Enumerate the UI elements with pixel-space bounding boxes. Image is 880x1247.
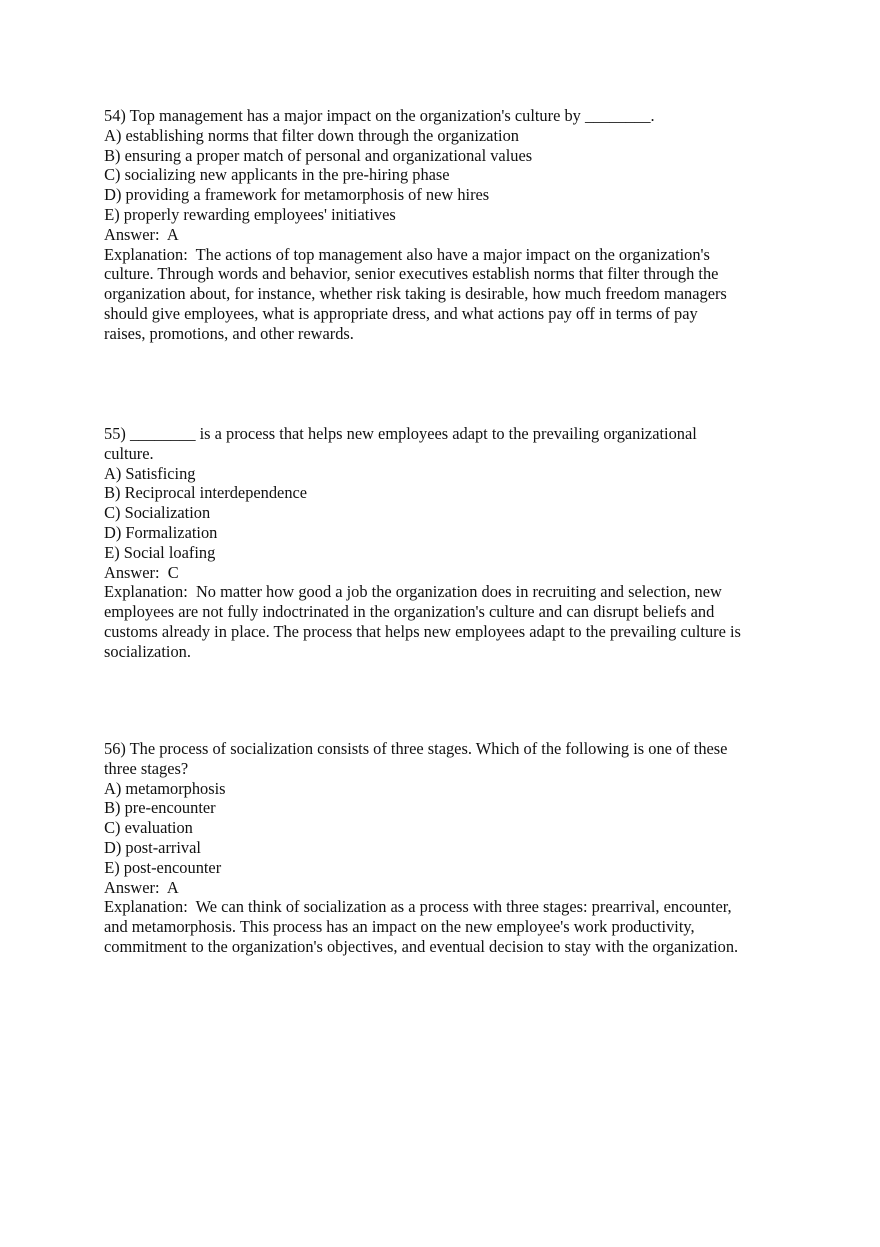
explanation-line: raises, promotions, and other rewards. — [104, 323, 354, 343]
option-d: D) providing a framework for metamorphosis of new hires — [100, 185, 490, 205]
option-e: E) Social loafing — [96, 542, 216, 562]
explanation-line: employees are not fully indoctrinated in the organization's culture and can disrupt beliefs and — [104, 602, 715, 622]
question-stem: 54) Top management has a major impact on the organization's culture by ________. — [104, 106, 655, 125]
answer: Answer: C — [104, 562, 179, 582]
option-d: D) Formalization — [104, 522, 218, 542]
question-54 — [96, 106, 784, 344]
option-a: A) Satisficing — [104, 463, 196, 483]
question-56 — [96, 739, 784, 957]
explanation-line: Explanation: We can think of socialization as a process with three stages: prearrival, encounter, — [104, 897, 732, 917]
question-stem: 56) The process of socialization consists of three stages. Which of the following is one of these — [104, 739, 728, 758]
explanation-line: commitment to the organization's objectives, and eventual decision to stay with the organization. — [104, 936, 739, 956]
explanation-line: socialization. — [104, 641, 191, 661]
option-b: B) pre-encounter — [100, 798, 216, 818]
option-a: A) metamorphosis — [104, 778, 226, 798]
question-55 — [96, 424, 784, 662]
explanation-line: customs already in place. The process that helps new employees adapt to the prevailing culture is — [104, 621, 741, 641]
option-e: E) post-encounter — [96, 857, 222, 877]
option-d: D) post-arrival — [104, 837, 201, 857]
explanation-line: organization about, for instance, whether risk taking is desirable, how much freedom managers — [104, 284, 727, 304]
answer: Answer: A — [104, 877, 179, 897]
option-b: B) Reciprocal interdependence — [100, 483, 308, 503]
option-a: A) establishing norms that filter down through the organization — [100, 125, 519, 145]
answer: Answer: A — [104, 224, 179, 244]
option-c: C) socializing new applicants in the pre-hiring phase — [100, 165, 450, 185]
question-stem: culture. — [104, 443, 154, 463]
question-stem: 55) ________ is a process that helps new employees adapt to the prevailing organizational — [104, 424, 697, 443]
question-stem: three stages? — [104, 758, 189, 778]
explanation-line: Explanation: The actions of top management also have a major impact on the organization's — [104, 244, 710, 264]
explanation-line: and metamorphosis. This process has an impact on the new employee's work productivity, — [104, 917, 695, 937]
option-c: C) Socialization — [100, 503, 211, 523]
option-b: B) ensuring a proper match of personal and organizational values — [100, 145, 533, 165]
explanation-line: culture. Through words and behavior, senior executives establish norms that filter through the — [104, 264, 719, 284]
explanation-line: Explanation: No matter how good a job the organization does in recruiting and selection, new — [104, 582, 722, 602]
option-e: E) properly rewarding employees' initiatives — [96, 204, 396, 224]
option-c: C) evaluation — [100, 818, 193, 838]
explanation-line: should give employees, what is appropriate dress, and what actions pay off in terms of pay — [104, 303, 698, 323]
